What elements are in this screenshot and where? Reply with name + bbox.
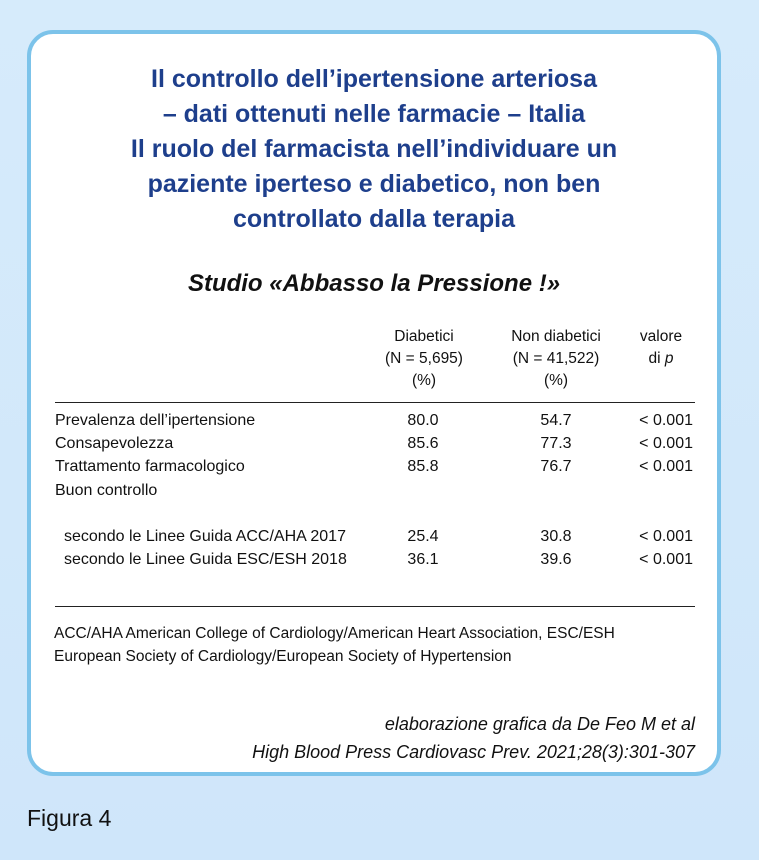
p-symbol: p [664, 350, 674, 367]
title-line: Il ruolo del farmacista nell’individuare un [130, 135, 618, 163]
column-header-line: di p [648, 350, 674, 367]
row-label: Consapevolezza [55, 435, 174, 452]
column-header-valore-p [621, 326, 701, 370]
cell-p-value: < 0.001 [639, 412, 693, 429]
row-label: Buon controllo [55, 482, 158, 499]
column-header-line: Non diabetici [511, 328, 601, 345]
source-credit [252, 710, 695, 766]
title-line: Il controllo dell’ipertensione arteriosa [151, 65, 597, 93]
cell-p-value: < 0.001 [639, 435, 693, 452]
cell-non-diabetici: 39.6 [540, 551, 572, 568]
column-header-line: valore [639, 328, 683, 345]
credit-line: elaborazione grafica da De Feo M et al [384, 714, 695, 734]
column-header-diabetici [364, 326, 484, 392]
footnote-line: European Society of Cardiology/European Society of Hypertension [54, 648, 512, 665]
row-label: secondo le Linee Guida ACC/AHA 2017 [64, 528, 346, 545]
cell-diabetici: 36.1 [407, 551, 439, 568]
cell-non-diabetici: 76.7 [540, 458, 572, 475]
table-bottom-rule [55, 606, 695, 607]
cell-diabetici: 80.0 [407, 412, 439, 429]
cell-non-diabetici: 54.7 [540, 412, 572, 429]
cell-non-diabetici: 77.3 [540, 435, 572, 452]
cell-diabetici: 25.4 [407, 528, 439, 545]
figure-label: Figura 4 [27, 805, 112, 831]
footnote-line: ACC/AHA American College of Cardiology/American Heart Association, ESC/ESH [54, 625, 615, 642]
credit-line: High Blood Press Cardiovasc Prev. 2021;28(3):301-307 [252, 742, 695, 762]
column-header-line: (N = 41,522) [512, 350, 600, 367]
column-header-line: (%) [411, 372, 437, 389]
row-label: secondo le Linee Guida ESC/ESH 2018 [64, 551, 347, 568]
column-header-line: (%) [543, 372, 569, 389]
title-line: controllato dalla terapia [232, 205, 515, 233]
title [31, 62, 717, 237]
title-line: – dati ottenuti nelle farmacie – Italia [162, 100, 586, 128]
cell-p-value: < 0.001 [639, 458, 693, 475]
column-header-non-diabetici [486, 326, 626, 392]
cell-p-value: < 0.001 [639, 551, 693, 568]
row-label: Prevalenza dell’ipertensione [55, 412, 256, 429]
table-top-rule [55, 402, 695, 403]
column-header-line: (N = 5,695) [385, 350, 463, 367]
infographic-card [27, 30, 721, 776]
cell-diabetici: 85.8 [407, 458, 439, 475]
title-line: paziente iperteso e diabetico, non ben [147, 170, 601, 198]
cell-diabetici: 85.6 [407, 435, 439, 452]
cell-p-value: < 0.001 [639, 528, 693, 545]
row-label: Trattamento farmacologico [55, 458, 245, 475]
study-subtitle: Studio «Abbasso la Pressione !» [187, 270, 561, 297]
column-header-line: Diabetici [394, 328, 454, 345]
abbreviations-footnote [54, 622, 714, 668]
cell-non-diabetici: 30.8 [540, 528, 572, 545]
